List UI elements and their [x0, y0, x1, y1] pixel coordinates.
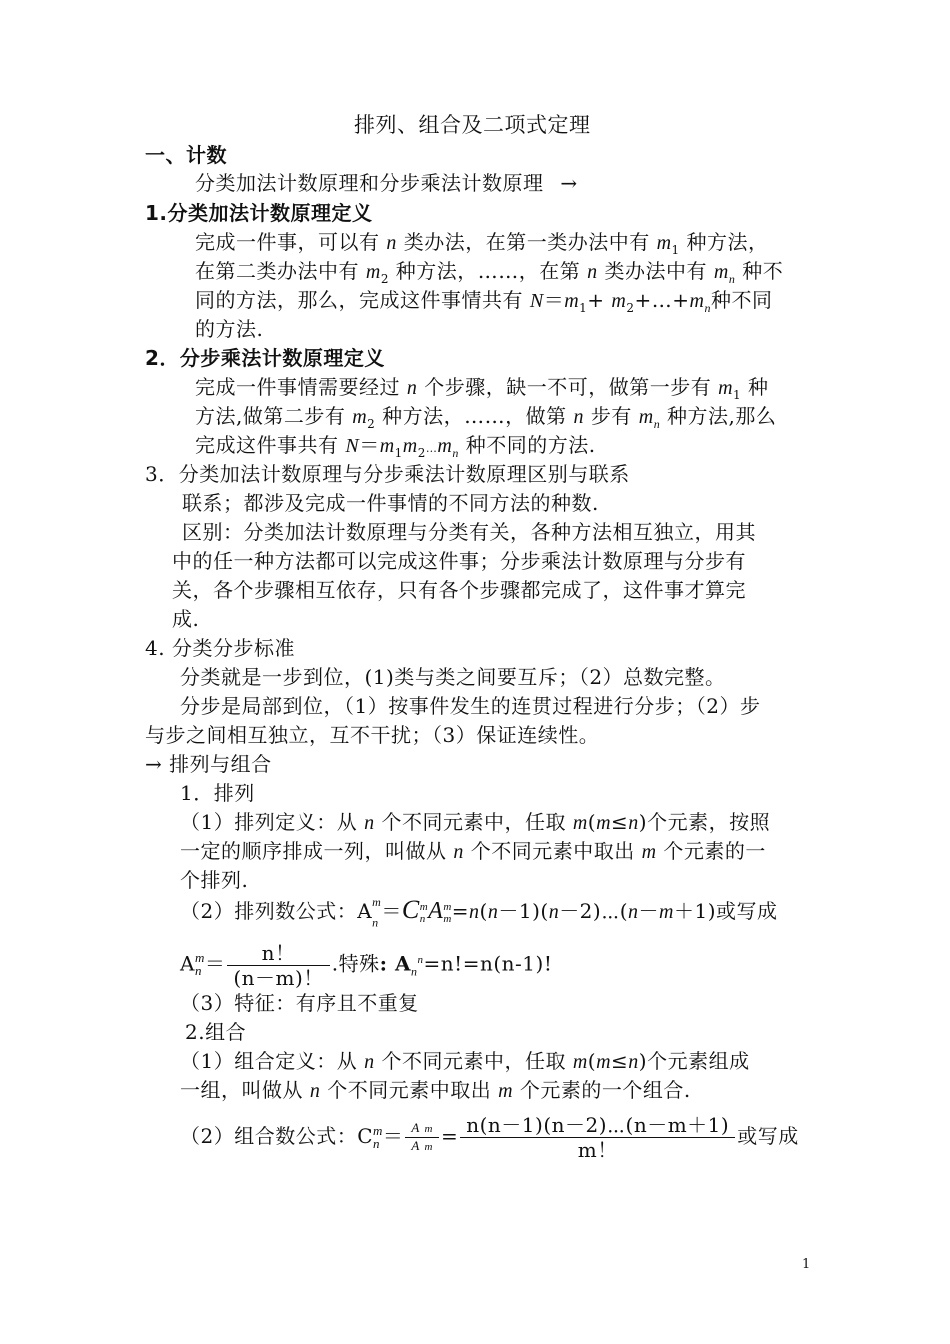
addition-line-3: 同的方法，那么，完成这件事情共有 $N=m_1+$ $m_2+\dots+m_n$种不同 [195, 288, 773, 315]
permutation-def-3: 个排列. [180, 868, 249, 892]
intro-line [195, 168, 578, 198]
permutation-feature: （3）特征：有序且不重复 [180, 991, 419, 1015]
difference-line-2: 中的任一种方法都可以完成这件事；分步乘法计数原理与分步有 [172, 549, 746, 573]
difference-line-4: 成. [172, 607, 200, 631]
permutation-formula-1: （2）排列数公式：$A^m$ $_n$ ＝Cm n Am m=n(n－1)(n－2)⋯(n－m＋1)或写成 [180, 895, 778, 930]
heading-multiplication-principle: 2．分步乘法计数原理定义 [145, 346, 385, 370]
section-heading-counting: 一、计数 [145, 143, 227, 167]
heading-permutation-combination: → 排列与组合 [145, 752, 272, 776]
heading-addition-principle: 1.分类加法计数原理定义 [145, 201, 373, 225]
combination-formula: （2）组合数公式：Cm n ＝ $\frac{\text{A m}}{\text{A m}}$ = $\frac{n(n-1)(n-2)\cdots(n-m+1)}{m!}$ 或写成 [180, 1113, 799, 1162]
page-number: 1 [802, 1257, 811, 1272]
multiplication-line-2: 方法,做第二步有 $m_2$ 种方法，……，做第 n 步有 $m_n$ 种方法,那么 [195, 404, 777, 431]
multiplication-line-3: 完成这件事共有 $N=m_1m_2\dots m_n$ 种不同的方法. [195, 433, 596, 460]
page-title: 排列、组合及二项式定理 [354, 113, 591, 137]
multiplication-line-1: 完成一件事情需要经过 n 个步骤，缺一不可，做第一步有 $m_1$ 种 [195, 375, 769, 402]
addition-line-1: 完成一件事，可以有 n 类办法，在第一类办法中有 $m_1$ 种方法， [195, 230, 769, 257]
combination-fraction: $\frac{n(n-1)(n-2)\cdots(n-m+1)}{m!}$ [460, 1113, 735, 1162]
heading-classification-standard: 4. 分类分步标准 [145, 636, 295, 660]
standard-line-1: 分类就是一步到位，(1)类与类之间要互斥；（2）总数完整。 [180, 665, 726, 689]
permutation-def-2: 一定的顺序排成一列，叫做从 n 个不同元素中取出 m 个元素的一 [180, 839, 766, 863]
standard-line-3: 与步之间相互独立，互不干扰；（3）保证连续性。 [145, 723, 600, 747]
standard-line-2: 分步是局部到位，（1）按事件发生的连贯过程进行分步；（2）步 [180, 694, 761, 718]
permutation-formula-2: Am n ＝ $\frac{n!}{(n-m)!}$ .特殊: $A_n^n=n!=n(n-1)$! [180, 940, 553, 990]
difference-line-3: 关，各个步骤相互依存，只有各个步骤都完成了，这件事才算完 [172, 578, 746, 602]
addition-line-2: 在第二类办法中有 $m_2$ 种方法，……，在第 n 类办法中有 $m_n$ 种不 [195, 259, 784, 286]
arrow-icon: → [560, 171, 578, 195]
heading-difference-connection: 3．分类加法计数原理与分步乘法计数原理区别与联系 [145, 462, 630, 486]
combination-small-fraction: $\frac{\text{A m}}{\text{A m}}$ [405, 1120, 439, 1155]
heading-permutation: 1．排列 [180, 781, 255, 805]
intro-text: 分类加法计数原理和分步乘法计数原理 [195, 171, 544, 195]
combination-def-1: （1）组合定义：从 n 个不同元素中，任取 m(m≤n)个元素组成 [180, 1049, 750, 1073]
difference-line-1: 区别：分类加法计数原理与分类有关，各种方法相互独立，用其 [182, 520, 756, 544]
heading-combination: 2.组合 [185, 1020, 247, 1044]
combination-def-2: 一组，叫做从 n 个不同元素中取出 m 个元素的一个组合. [180, 1078, 691, 1102]
addition-line-4: 的方法. [195, 317, 264, 341]
connection-line: 联系；都涉及完成一件事情的不同方法的种数. [182, 491, 599, 515]
permutation-fraction: $\frac{n!}{(n-m)!}$ [227, 941, 329, 990]
permutation-def-1: （1）排列定义：从 n 个不同元素中，任取 m(m≤n)个元素，按照 [180, 810, 771, 834]
